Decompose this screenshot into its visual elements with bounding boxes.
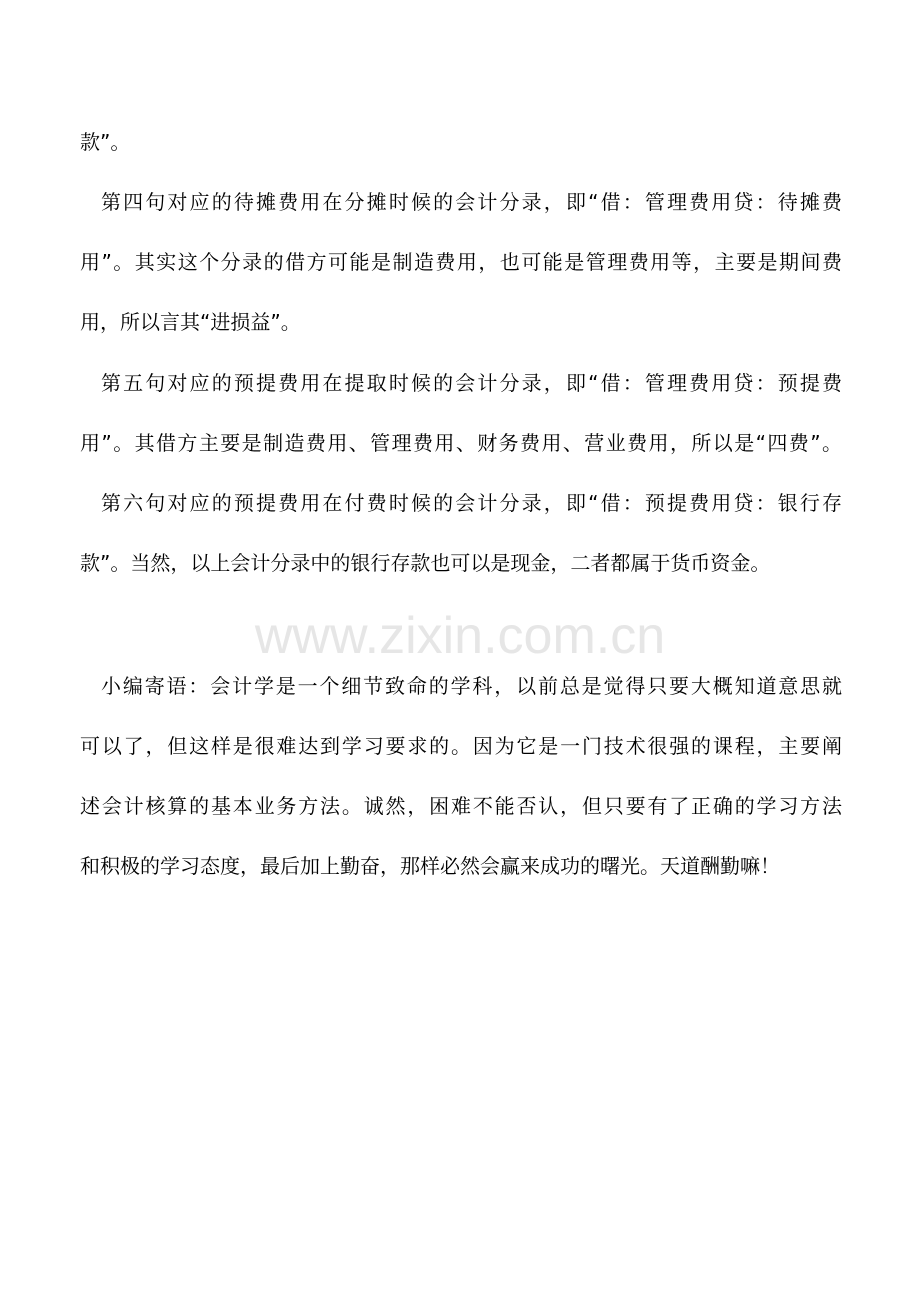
paragraph-3-line-1: 第六句对应的预提费用在付费时候的会计分录，即“借：预提费用贷：银行存 [101,491,842,515]
paragraph-1-line-1: 第四句对应的待摊费用在分摊时候的会计分录，即“借：管理费用贷：待摊费 [101,190,842,214]
paragraph-4-line-3: 述会计核算的基本业务方法。诚然，困难不能否认，但只要有了正确的学习方法 [80,794,842,818]
paragraph-0-line-1: 款”。 [80,130,131,154]
paragraph-4-line-2: 可以了，但这样是很难达到学习要求的。因为它是一门技术很强的课程，主要阐 [80,734,842,758]
watermark-text: www.zixin.com.cn [254,607,666,665]
paragraph-1-line-3: 用，所以言其“进损益”。 [80,310,301,334]
paragraph-4-line-1: 小编寄语：会计学是一个细节致命的学科，以前总是觉得只要大概知道意思就 [101,674,842,698]
paragraph-3-line-2: 款”。当然，以上会计分录中的银行存款也可以是现金，二者都属于货币资金。 [80,551,771,575]
paragraph-2-line-2: 用”。其借方主要是制造费用、管理费用、财务费用、营业费用，所以是“四费”。 [80,431,842,455]
paragraph-4-line-4: 和积极的学习态度，最后加上勤奋，那样必然会赢来成功的曙光。天道酬勤嘛！ [80,854,780,878]
paragraph-1-line-2: 用”。其实这个分录的借方可能是制造费用，也可能是管理费用等，主要是期间费 [80,250,842,274]
paragraph-2-line-1: 第五句对应的预提费用在提取时候的会计分录，即“借：管理费用贷：预提费 [101,371,842,395]
